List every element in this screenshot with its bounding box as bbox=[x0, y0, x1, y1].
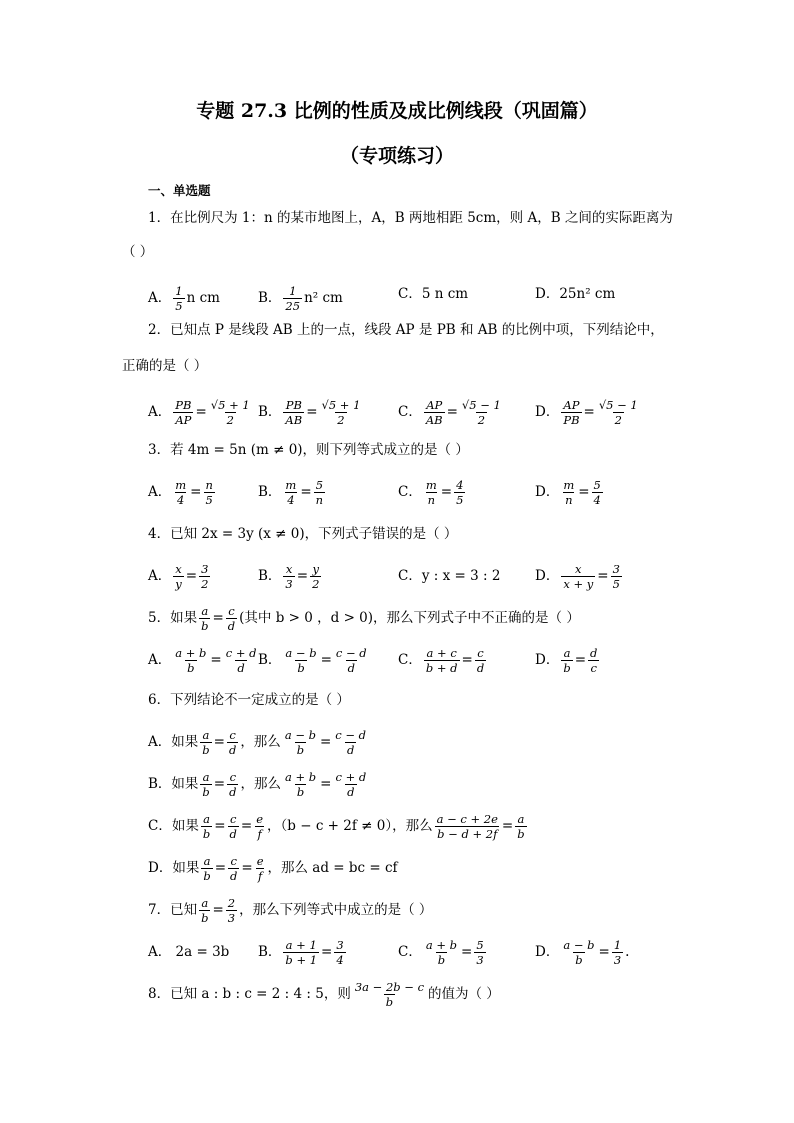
fraction-numerator: a + 1 bbox=[285, 938, 317, 952]
q6-option-a[interactable]: A．如果 $\frac{a}{b}$ = $\frac{c}{d}$ ，那么 $\frac{a - b}{b}$ = $\frac{c - d}{d}$ bbox=[148, 728, 367, 757]
fraction bbox=[226, 604, 237, 633]
fraction-numerator: 3 bbox=[201, 562, 209, 576]
q7-option-c[interactable]: C． $\frac{a + b}{b}$ = $\frac{5}{3}$ bbox=[398, 938, 484, 967]
fraction bbox=[173, 398, 193, 427]
q5-option-c[interactable]: C． $\frac{a + c}{b + d}$ = $\frac{c}{d}$ bbox=[398, 646, 485, 675]
inline-text: A． bbox=[148, 568, 172, 584]
fraction-numerator: c − d bbox=[335, 728, 367, 742]
inline-text: A． bbox=[148, 404, 172, 420]
fraction-denominator: b bbox=[201, 619, 209, 633]
fraction bbox=[283, 562, 294, 591]
fraction-numerator: a + c bbox=[426, 646, 457, 660]
fraction bbox=[561, 646, 572, 675]
q2-option-b[interactable]: B． $\frac{PB}{AB}$ = $\frac{√5 + 1}{2}$ bbox=[258, 398, 361, 427]
fraction-denominator: 3 bbox=[227, 911, 236, 925]
fraction bbox=[224, 646, 259, 675]
fraction bbox=[283, 728, 318, 757]
inline-text: B．如果 bbox=[148, 776, 199, 792]
fraction-numerator: a + b bbox=[425, 938, 458, 952]
fraction-numerator: 1 bbox=[289, 284, 297, 298]
inline-text: A． bbox=[148, 652, 172, 668]
fraction-numerator: c + d bbox=[225, 646, 257, 660]
fraction-denominator: b bbox=[437, 953, 446, 967]
page-subtitle: （专项练习） bbox=[339, 145, 454, 167]
q7-option-b[interactable]: B． $\frac{a + 1}{b + 1}$ = $\frac{3}{4}$ bbox=[258, 938, 344, 967]
fraction bbox=[424, 398, 445, 427]
fraction-numerator: PB bbox=[175, 398, 192, 412]
fraction-denominator: x + y bbox=[563, 577, 594, 591]
fraction-denominator: 2 bbox=[614, 413, 622, 427]
fraction-denominator: n bbox=[427, 493, 435, 507]
fraction bbox=[283, 770, 318, 799]
fraction bbox=[209, 398, 252, 427]
fraction-denominator: 5 bbox=[205, 493, 213, 507]
inline-text: 8．已知 a : b : c = 2 : 4 : 5，则 bbox=[148, 986, 351, 1002]
inline-text: 5．如果 bbox=[148, 610, 198, 626]
inline-text: ，那么下列等式中成立的是（ ） bbox=[239, 902, 433, 918]
fraction-denominator: d bbox=[476, 661, 485, 675]
q7-option-a[interactable]: A． 2a = 3b bbox=[148, 944, 230, 960]
q5-option-b[interactable]: B． $\frac{a - b}{b}$ = $\frac{c - d}{d}$ bbox=[258, 646, 367, 675]
fraction-denominator: b bbox=[563, 661, 571, 675]
fraction-denominator: 4 bbox=[177, 493, 185, 507]
fraction bbox=[454, 478, 465, 507]
q7-stem: 7．已知 $\frac{a}{b}$ = $\frac{2}{3}$ ，那么下列等式中成立的是（ ） bbox=[148, 896, 433, 925]
fraction-numerator: √5 + 1 bbox=[321, 398, 361, 412]
fraction-denominator: 2 bbox=[477, 413, 486, 427]
fraction-denominator: d bbox=[229, 785, 237, 799]
fraction bbox=[227, 770, 238, 799]
inline-text: B． bbox=[258, 568, 282, 584]
fraction-numerator: √5 − 1 bbox=[598, 398, 638, 412]
fraction-numerator: x bbox=[575, 562, 582, 576]
fraction bbox=[228, 812, 239, 841]
fraction-numerator: √5 + 1 bbox=[210, 398, 250, 412]
q1-option-b[interactable] bbox=[258, 284, 343, 313]
fraction-numerator: c bbox=[229, 812, 237, 826]
fraction-denominator: b + 1 bbox=[285, 953, 318, 967]
fraction-numerator: a bbox=[202, 728, 210, 742]
fraction-numerator: m bbox=[285, 478, 297, 492]
fraction-denominator: 25 bbox=[285, 299, 301, 313]
fraction bbox=[588, 646, 599, 675]
q2-option-a[interactable]: A． $\frac{PB}{AP}$ = $\frac{√5 + 1}{2}$ bbox=[148, 398, 250, 427]
q2-stem-cont: 正确的是（ ） bbox=[122, 358, 208, 374]
fraction-denominator: b bbox=[297, 661, 305, 675]
fraction-denominator: b bbox=[202, 827, 211, 841]
q2-option-d[interactable]: D． $\frac{AP}{PB}$ = $\frac{√5 - 1}{2}$ bbox=[535, 398, 638, 427]
fraction bbox=[597, 398, 640, 427]
fraction-numerator: a bbox=[201, 604, 209, 618]
inline-text: D． bbox=[535, 484, 560, 500]
fraction bbox=[226, 896, 237, 925]
inline-text: B． bbox=[258, 484, 282, 500]
fraction bbox=[228, 854, 239, 883]
q4-option-d[interactable]: D． $\frac{x}{x + y}$ = $\frac{3}{5}$ bbox=[535, 562, 620, 591]
fraction-numerator: 2 bbox=[227, 896, 236, 910]
inline-text: A． bbox=[148, 484, 172, 500]
q7-option-d[interactable]: D． $\frac{a - b}{b}$ = $\frac{1}{3}$ . bbox=[535, 938, 630, 967]
fraction-denominator: b bbox=[201, 911, 209, 925]
inline-text: B． bbox=[258, 944, 282, 960]
q4-option-b[interactable]: B． $\frac{x}{3}$ = $\frac{y}{2}$ bbox=[258, 562, 320, 591]
inline-text: C． bbox=[398, 404, 422, 420]
fraction-denominator: d bbox=[229, 827, 237, 841]
fraction-denominator: b bbox=[385, 995, 394, 1009]
fraction bbox=[314, 478, 325, 507]
fraction-numerator: e bbox=[256, 854, 264, 868]
q6-option-d[interactable]: D．如果 $\frac{a}{b}$ = $\frac{c}{d}$ = $\frac{e}{f}$ ，那么 ad = bc = cf bbox=[148, 854, 398, 883]
q2-option-c[interactable]: C． $\frac{AP}{AB}$ = $\frac{√5 - 1}{2}$ bbox=[398, 398, 501, 427]
fraction-denominator: b bbox=[187, 661, 195, 675]
fraction-numerator: 1 bbox=[613, 938, 622, 952]
fraction-denominator: 4 bbox=[287, 493, 295, 507]
fraction bbox=[424, 646, 460, 675]
fraction-numerator: 4 bbox=[456, 478, 464, 492]
inline-text: D． bbox=[535, 404, 560, 420]
fraction bbox=[333, 728, 368, 757]
inline-text: n cm bbox=[186, 290, 220, 306]
q8-stem bbox=[148, 980, 500, 1009]
fraction-denominator: d bbox=[228, 743, 237, 757]
fraction bbox=[334, 646, 369, 675]
fraction-denominator: b bbox=[517, 827, 525, 841]
fraction-denominator: 3 bbox=[476, 953, 484, 967]
fraction bbox=[199, 604, 210, 633]
fraction-denominator: 2 bbox=[201, 577, 209, 591]
fraction-numerator: 5 bbox=[593, 478, 601, 492]
fraction-denominator: n bbox=[565, 493, 573, 507]
fraction bbox=[475, 646, 486, 675]
q1-stem-cont: （ ） bbox=[122, 244, 154, 260]
fraction-denominator: f bbox=[257, 869, 263, 883]
q4-option-c[interactable]: C．y : x = 3 : 2 bbox=[398, 568, 501, 584]
fraction-denominator: b bbox=[296, 743, 305, 757]
fraction bbox=[310, 562, 321, 591]
fraction-numerator: d bbox=[590, 646, 598, 660]
fraction bbox=[283, 646, 318, 675]
fraction-numerator: x bbox=[175, 562, 182, 576]
inline-text: C． bbox=[398, 944, 422, 960]
q1-stem: 1．在比例尺为 1：n 的某市地图上，A，B 两地相距 5cm，则 A，B 之间的实际距离为 bbox=[148, 210, 673, 226]
fraction-numerator: c bbox=[228, 604, 235, 618]
fraction bbox=[283, 398, 304, 427]
fraction-denominator: d bbox=[346, 743, 355, 757]
fraction bbox=[173, 646, 208, 675]
inline-text: D． bbox=[535, 944, 560, 960]
fraction bbox=[592, 478, 603, 507]
fraction-numerator: 3a − 2b − c bbox=[354, 980, 425, 994]
q3-stem: 3．若 4m = 5n (m ≠ 0)，则下列等式成立的是（ ） bbox=[148, 442, 469, 458]
fraction-numerator: c bbox=[477, 646, 484, 660]
fraction bbox=[460, 398, 503, 427]
fraction-numerator: c bbox=[230, 854, 237, 868]
fraction-numerator: y bbox=[312, 562, 319, 576]
q4-option-a[interactable]: A． $\frac{x}{y}$ = $\frac{3}{2}$ bbox=[148, 562, 209, 591]
fraction bbox=[199, 896, 210, 925]
q5-stem: 5．如果 $\frac{a}{b}$ = $\frac{c}{d}$ (其中 b > 0 ，d > 0)，那么下列式子中不正确的是（ ） bbox=[148, 604, 580, 633]
q3-option-b[interactable]: B． $\frac{m}{4}$ = $\frac{5}{n}$ bbox=[258, 478, 324, 507]
inline-text: D． bbox=[535, 568, 560, 584]
fraction-numerator: 5 bbox=[476, 938, 484, 952]
inline-text: ，那么 ad = bc = cf bbox=[267, 860, 398, 876]
q4-stem: 4．已知 2x = 3y (x ≠ 0)，下列式子错误的是（ ） bbox=[148, 526, 458, 542]
fraction bbox=[474, 938, 485, 967]
fraction-denominator: b − d + 2f bbox=[437, 827, 498, 841]
fraction-denominator: 2 bbox=[312, 577, 320, 591]
fraction bbox=[227, 728, 238, 757]
inline-text: D． bbox=[535, 652, 560, 668]
q3-option-d[interactable]: D． $\frac{m}{n}$ = $\frac{5}{4}$ bbox=[535, 478, 601, 507]
fraction-numerator: e bbox=[256, 812, 264, 826]
inline-text: B． bbox=[258, 404, 282, 420]
inline-text: C． bbox=[398, 484, 422, 500]
fraction-denominator: AP bbox=[175, 413, 192, 427]
fraction-numerator: AP bbox=[563, 398, 580, 412]
fraction bbox=[173, 562, 184, 591]
fraction-denominator: 2 bbox=[337, 413, 345, 427]
fraction bbox=[424, 478, 439, 507]
inline-text: D．如果 bbox=[148, 860, 200, 876]
fraction-numerator: m bbox=[563, 478, 575, 492]
fraction-numerator: c − d bbox=[335, 646, 367, 660]
fraction-denominator: d bbox=[237, 661, 245, 675]
fraction-numerator: a − c + 2e bbox=[436, 812, 498, 826]
fraction-denominator: d bbox=[347, 661, 355, 675]
fraction-denominator: b bbox=[296, 785, 305, 799]
q2-stem: 2．已知点 P 是线段 AB 上的一点，线段 AP 是 PB 和 AB 的比例中项，下列结论中， bbox=[148, 322, 664, 338]
fraction bbox=[561, 938, 596, 967]
fraction-numerator: m bbox=[425, 478, 437, 492]
fraction-denominator: n bbox=[315, 493, 324, 507]
fraction-numerator: a bbox=[202, 770, 210, 784]
fraction-numerator: a + b bbox=[284, 770, 317, 784]
fraction-numerator: n bbox=[205, 478, 213, 492]
fraction-denominator: 5 bbox=[612, 577, 620, 591]
fraction-numerator: a bbox=[517, 812, 525, 826]
fraction-denominator: 4 bbox=[593, 493, 601, 507]
fraction-denominator: d bbox=[227, 619, 236, 633]
fraction bbox=[200, 770, 211, 799]
fraction bbox=[173, 478, 188, 507]
fraction bbox=[201, 854, 212, 883]
fraction-denominator: 3 bbox=[613, 953, 622, 967]
fraction bbox=[515, 812, 526, 841]
fraction-denominator: 5 bbox=[175, 299, 183, 313]
fraction bbox=[199, 562, 210, 591]
q6-option-b[interactable]: B．如果 $\frac{a}{b}$ = $\frac{c}{d}$ ，那么 $\frac{a + b}{b}$ = $\frac{c + d}{d}$ bbox=[148, 770, 367, 799]
fraction bbox=[612, 938, 623, 967]
fraction bbox=[283, 284, 302, 313]
fraction-numerator: a bbox=[203, 812, 210, 826]
fraction-denominator: f bbox=[257, 827, 262, 841]
fraction bbox=[435, 812, 500, 841]
fraction bbox=[561, 562, 595, 591]
inline-text: ，那么 bbox=[240, 776, 281, 792]
fraction-numerator: AP bbox=[426, 398, 443, 412]
fraction-numerator: c + d bbox=[335, 770, 367, 784]
fraction-denominator: b bbox=[202, 743, 210, 757]
fraction bbox=[424, 938, 459, 967]
fraction-numerator: a − b bbox=[284, 728, 316, 742]
fraction-numerator: a − b bbox=[563, 938, 595, 952]
inline-text: 的值为（ ） bbox=[428, 986, 500, 1002]
fraction-denominator: 2 bbox=[226, 413, 234, 427]
inline-text: C． bbox=[398, 652, 422, 668]
fraction bbox=[173, 284, 184, 313]
fraction bbox=[283, 478, 298, 507]
fraction bbox=[201, 812, 212, 841]
fraction bbox=[255, 854, 266, 883]
q1-option-d[interactable]: D．25n² cm bbox=[535, 286, 616, 302]
page-title: 专题 27.3 比例的性质及成比例线段（巩固篇） bbox=[196, 100, 598, 122]
fraction-denominator: d bbox=[347, 785, 355, 799]
fraction-numerator: m bbox=[175, 478, 187, 492]
fraction-denominator: PB bbox=[563, 413, 580, 427]
fraction-numerator: 3 bbox=[612, 562, 620, 576]
fraction bbox=[334, 938, 345, 967]
fraction bbox=[353, 980, 426, 1009]
fraction-denominator: b + d bbox=[425, 661, 458, 675]
fraction bbox=[333, 770, 368, 799]
fraction-denominator: c bbox=[590, 661, 597, 675]
inline-text: A． bbox=[148, 290, 172, 306]
fraction-denominator: AB bbox=[425, 413, 443, 427]
fraction-numerator: √5 − 1 bbox=[461, 398, 501, 412]
q1-option-a[interactable] bbox=[148, 284, 220, 313]
fraction bbox=[611, 562, 622, 591]
fraction bbox=[200, 728, 211, 757]
q6-stem: 6．下列结论不一定成立的是（ ） bbox=[148, 692, 350, 708]
q3-option-c[interactable]: C． $\frac{m}{n}$ = $\frac{4}{5}$ bbox=[398, 478, 464, 507]
q3-option-a[interactable]: A． $\frac{m}{4}$ = $\frac{n}{5}$ bbox=[148, 478, 213, 507]
fraction-numerator: 1 bbox=[175, 284, 183, 298]
fraction-numerator: 5 bbox=[315, 478, 324, 492]
fraction-numerator: PB bbox=[285, 398, 302, 412]
section-heading: 一、单选题 bbox=[148, 183, 211, 198]
inline-text: B． bbox=[258, 652, 282, 668]
fraction bbox=[320, 398, 363, 427]
fraction-numerator: c bbox=[229, 728, 236, 742]
inline-text: ，那么 bbox=[240, 734, 281, 750]
inline-text: (其中 b > 0 ，d > 0)，那么下列式子中不正确的是（ ） bbox=[239, 610, 580, 626]
fraction-denominator: 5 bbox=[456, 493, 464, 507]
fraction-denominator: b bbox=[202, 785, 210, 799]
fraction-denominator: b bbox=[203, 869, 211, 883]
q6-option-c[interactable]: C．如果 $\frac{a}{b}$ = $\frac{c}{d}$ = $\frac{e}{f}$ ，（b − c + 2f ≠ 0），那么 $\frac{a - c + 2e}{b - d + 2f}$ = $\frac{a}{b}$ bbox=[148, 812, 525, 841]
inline-text: ，（b − c + 2f ≠ 0），那么 bbox=[267, 818, 433, 834]
fraction-denominator: d bbox=[230, 869, 238, 883]
fraction bbox=[561, 398, 581, 427]
fraction bbox=[561, 478, 576, 507]
fraction bbox=[283, 938, 319, 967]
fraction-numerator: x bbox=[285, 562, 293, 576]
inline-text: 7．已知 bbox=[148, 902, 198, 918]
fraction-numerator: a bbox=[203, 854, 211, 868]
fraction bbox=[254, 812, 265, 841]
fraction-numerator: a − b bbox=[285, 646, 317, 660]
inline-text: B． bbox=[258, 290, 282, 306]
fraction-numerator: a bbox=[201, 896, 209, 910]
q5-option-d[interactable]: D． $\frac{a}{b}$ = $\frac{d}{c}$ bbox=[535, 646, 598, 675]
fraction bbox=[203, 478, 214, 507]
fraction-numerator: a bbox=[563, 646, 571, 660]
q5-option-a[interactable]: A． $\frac{a + b}{b}$ = $\frac{c + d}{d}$ bbox=[148, 646, 257, 675]
fraction-denominator: 4 bbox=[336, 953, 344, 967]
fraction-numerator: c bbox=[229, 770, 237, 784]
fraction-denominator: b bbox=[575, 953, 583, 967]
inline-text: . bbox=[625, 944, 630, 960]
fraction-denominator: AB bbox=[285, 413, 303, 427]
inline-text: A．如果 bbox=[148, 734, 199, 750]
fraction-numerator: 3 bbox=[336, 938, 344, 952]
fraction-numerator: a + b bbox=[175, 646, 207, 660]
inline-text: n² cm bbox=[304, 290, 343, 306]
fraction-denominator: 3 bbox=[285, 577, 293, 591]
fraction-denominator: y bbox=[175, 577, 182, 591]
q1-option-c[interactable]: C．5 n cm bbox=[398, 286, 469, 302]
inline-text: C．如果 bbox=[148, 818, 199, 834]
